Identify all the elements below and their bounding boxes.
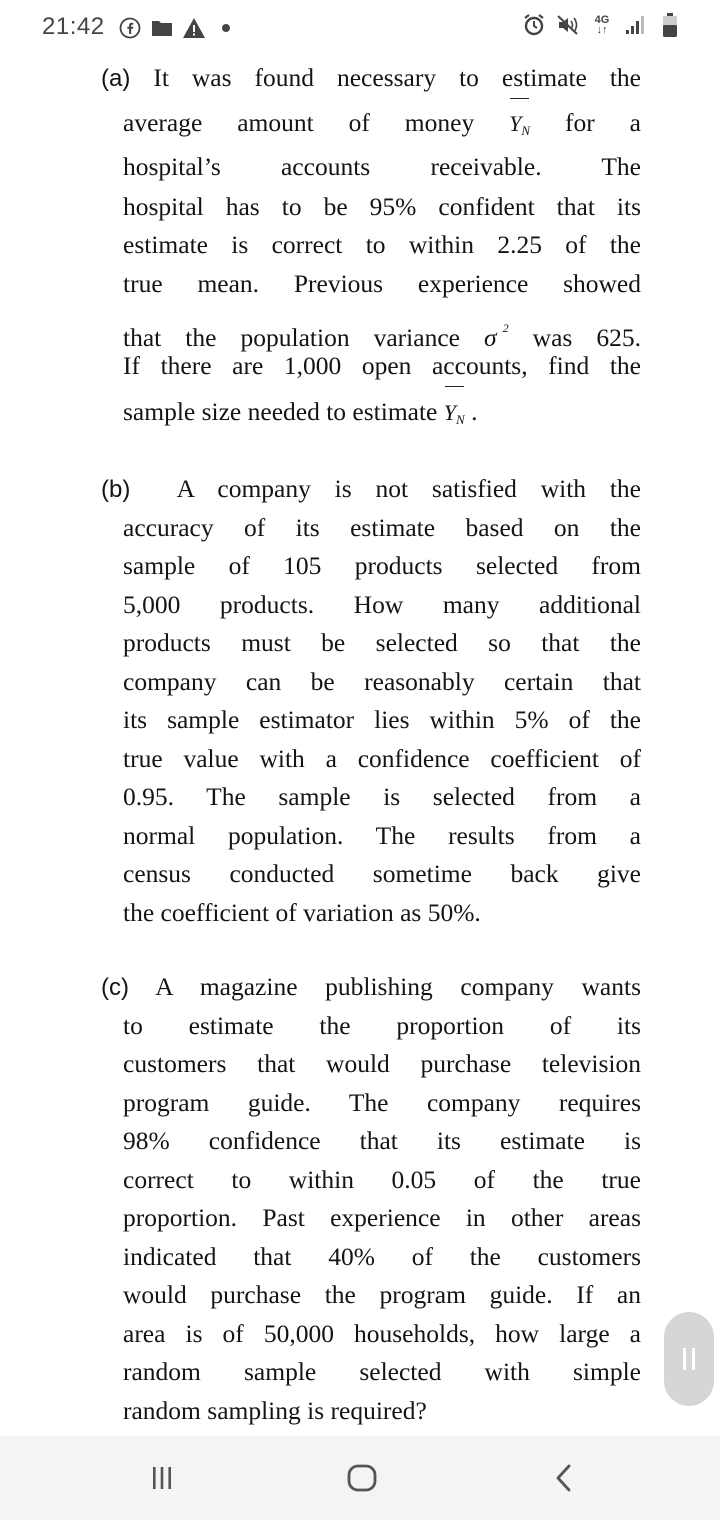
text-line: accuracy of its estimate based on the [123, 512, 641, 542]
text-line: to estimate the proportion of its [123, 1010, 641, 1040]
text-line: sample size needed to estimate $Y_N$ . [101, 386, 641, 430]
text-line: (c) A magazine publishing company wants [101, 972, 642, 1001]
status-time: 21:42 [42, 13, 105, 40]
text-line: products must be selected so that the [123, 628, 641, 657]
text-line: If there are 1,000 open accounts, find the [123, 351, 641, 380]
status-right-icons [522, 13, 682, 37]
back-icon [552, 1463, 576, 1493]
status-bar [0, 0, 720, 56]
text-line: normal population. The results from a [123, 820, 641, 850]
status-left-icons [118, 16, 238, 40]
text-line: true mean. Previous experience showed [123, 268, 641, 298]
y-bar-n-symbol: $Y_N$ [444, 386, 465, 445]
part-label: (a) [101, 65, 131, 92]
text-line: that the population variance σ $^2$ was 625. [123, 321, 642, 352]
sigma-squared-symbol: σ $^2$ [484, 321, 509, 352]
home-icon [346, 1463, 378, 1493]
scroll-handle[interactable] [664, 1312, 714, 1406]
text-line: would purchase the program guide. If an [123, 1280, 641, 1309]
text-line: indicated that 40% of the customers [123, 1241, 641, 1271]
text-line: average amount of money $Y_N$ for a [101, 98, 641, 142]
text-line: 0.95. The sample is selected from a [123, 782, 641, 811]
text-line: 98% confidence that its estimate is [123, 1126, 641, 1155]
text-line: (a) It was found necessary to estimate the [101, 63, 641, 92]
part-label: (c) [101, 974, 129, 1001]
text-line: its sample estimator lies within 5% of the [123, 705, 641, 734]
back-button[interactable] [534, 1458, 594, 1498]
text-line: random sample selected with simple [123, 1357, 641, 1386]
text-line: company can be reasonably certain that [123, 666, 641, 696]
text-line: (b) A company is not satisfied with the [101, 474, 642, 503]
mute-icon [556, 13, 580, 37]
part-label: (b) [101, 476, 131, 503]
facebook-icon [118, 16, 142, 40]
text-line: hospital has to be 95% confident that its [123, 191, 641, 221]
question-part-a [101, 59, 641, 430]
network-4g-icon: 4G ↓↑ [594, 14, 610, 36]
warning-icon [182, 16, 206, 40]
text-line: proportion. Past experience in other areas [123, 1203, 641, 1232]
recents-icon [148, 1465, 176, 1491]
scroll-handle-icon [677, 1346, 701, 1372]
recents-button[interactable] [132, 1458, 192, 1498]
text-line: true value with a confidence coefficient of [123, 743, 641, 773]
home-button[interactable] [332, 1458, 392, 1498]
text-line: sample of 105 products selected from [123, 551, 641, 580]
text-line: 5,000 products. How many additional [123, 589, 641, 619]
text-line: program guide. The company requires [123, 1087, 641, 1117]
text-line: census conducted sometime back give [123, 859, 641, 888]
battery-icon [658, 13, 682, 37]
text-line: the coefficient of variation as 50%. [123, 897, 481, 927]
text-line: area is of 50,000 households, how large a [123, 1318, 641, 1348]
text-line: customers that would purchase television [123, 1049, 641, 1078]
navigation-bar [0, 1436, 720, 1520]
question-part-c [101, 968, 641, 1430]
text-line: random sampling is required? [123, 1395, 427, 1425]
text-line: correct to within 0.05 of the true [123, 1164, 641, 1194]
y-bar-n-symbol: $Y_N$ [509, 98, 530, 155]
signal-icon [624, 13, 648, 37]
dot-icon [214, 16, 238, 40]
alarm-icon [522, 13, 546, 37]
folder-icon [150, 16, 174, 40]
text-line: estimate is correct to within 2.25 of the [123, 230, 641, 259]
question-part-b [101, 470, 641, 932]
text-line: hospital’s accounts receivable. The [123, 151, 641, 181]
